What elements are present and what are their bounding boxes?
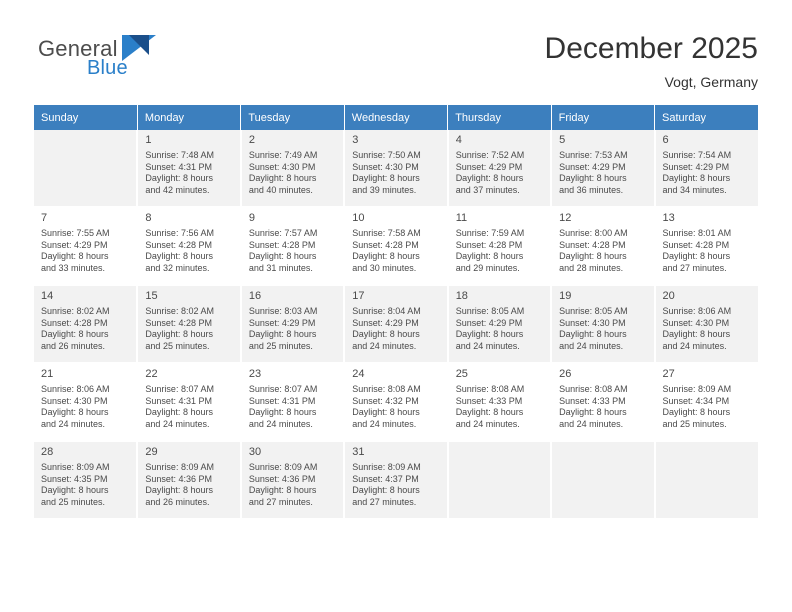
calendar-day-cell[interactable]: [34, 441, 137, 519]
daylight-text-line1: Daylight: 8 hours: [248, 173, 317, 184]
calendar-day-cell[interactable]: [344, 207, 447, 285]
day-number: 31: [352, 446, 365, 458]
calendar-week-row: [34, 130, 758, 207]
sunrise-text: Sunrise: 8:06 AM: [41, 384, 110, 394]
daylight-text-line1: Daylight: 8 hours: [145, 485, 213, 496]
sunset-text: Sunset: 4:29 PM: [352, 317, 419, 328]
page-header: [34, 30, 758, 100]
weekday-header-saturday: Saturday: [655, 105, 758, 130]
day-number: 23: [248, 368, 262, 380]
daylight-text-line2: and 39 minutes.: [352, 184, 417, 195]
sunset-text: Sunset: 4:33 PM: [455, 395, 523, 406]
calendar-day-cell[interactable]: [655, 130, 758, 207]
daylight-text-line1: Daylight: 8 hours: [248, 407, 317, 418]
daylight-text-line2: and 25 minutes.: [248, 340, 313, 351]
calendar-day-cell[interactable]: [344, 285, 447, 363]
daylight-text-line1: Daylight: 8 hours: [662, 251, 731, 262]
daylight-text-line1: Daylight: 8 hours: [662, 329, 731, 340]
calendar-day-cell[interactable]: [137, 285, 240, 363]
sunrise-text: Sunrise: 8:09 AM: [41, 462, 110, 472]
calendar-day-cell[interactable]: [448, 363, 551, 441]
day-number: 30: [248, 446, 262, 458]
sunset-text: Sunset: 4:32 PM: [352, 395, 419, 406]
sunset-text: Sunset: 4:30 PM: [352, 161, 419, 172]
day-number: 29: [145, 446, 158, 458]
sunset-text: Sunset: 4:36 PM: [248, 473, 316, 484]
day-number: 4: [455, 134, 462, 146]
calendar-table: [34, 105, 758, 520]
weekday-header-monday: Monday: [137, 105, 240, 130]
calendar-day-cell[interactable]: [34, 363, 137, 441]
calendar-day-cell[interactable]: [137, 207, 240, 285]
weekday-header-thursday: Thursday: [448, 105, 551, 130]
daylight-text-line2: and 25 minutes.: [145, 340, 210, 351]
sunset-text: Sunset: 4:31 PM: [145, 161, 212, 172]
calendar-day-cell[interactable]: [655, 363, 758, 441]
sunset-text: Sunset: 4:28 PM: [559, 239, 626, 250]
daylight-text-line1: Daylight: 8 hours: [559, 173, 627, 184]
daylight-text-line2: and 40 minutes.: [248, 184, 313, 195]
sunrise-text: Sunrise: 7:53 AM: [559, 150, 628, 160]
generalblue-logo: [34, 30, 264, 92]
calendar-day-cell[interactable]: [241, 363, 344, 441]
daylight-text-line2: and 24 minutes.: [145, 418, 210, 429]
daylight-text-line1: Daylight: 8 hours: [145, 173, 213, 184]
daylight-text-line2: and 25 minutes.: [662, 418, 727, 429]
sunset-text: Sunset: 4:30 PM: [41, 395, 108, 406]
sunrise-text: Sunrise: 7:48 AM: [145, 150, 214, 160]
sunrise-text: Sunrise: 7:58 AM: [352, 228, 421, 238]
calendar-day-cell[interactable]: [448, 130, 551, 207]
day-number: 1: [145, 134, 152, 146]
calendar-day-cell[interactable]: [551, 130, 654, 207]
weekday-header-tuesday: Tuesday: [241, 105, 344, 130]
daylight-text-line2: and 24 minutes.: [41, 418, 106, 429]
day-number: 10: [352, 212, 365, 224]
daylight-text-line2: and 29 minutes.: [455, 262, 520, 273]
daylight-text-line2: and 24 minutes.: [352, 418, 417, 429]
sunset-text: Sunset: 4:29 PM: [455, 161, 523, 172]
sunset-text: Sunset: 4:28 PM: [662, 239, 730, 250]
day-number: 16: [248, 290, 262, 302]
daylight-text-line2: and 24 minutes.: [559, 340, 624, 351]
sunrise-text: Sunrise: 8:08 AM: [455, 384, 525, 394]
sunset-text: Sunset: 4:30 PM: [662, 317, 730, 328]
weekday-header-sunday: Sunday: [34, 105, 137, 130]
daylight-text-line1: Daylight: 8 hours: [145, 407, 213, 418]
sunrise-text: Sunrise: 8:04 AM: [352, 306, 421, 316]
calendar-day-cell: [34, 130, 137, 207]
day-number: 6: [662, 134, 669, 146]
daylight-text-line2: and 28 minutes.: [559, 262, 624, 273]
daylight-text-line1: Daylight: 8 hours: [455, 251, 524, 262]
title-block: [545, 30, 758, 92]
day-number: 22: [145, 368, 158, 380]
day-number: 18: [455, 290, 468, 302]
daylight-text-line1: Daylight: 8 hours: [455, 407, 524, 418]
day-number: 7: [41, 212, 48, 224]
day-number: 11: [455, 212, 468, 224]
calendar-day-cell[interactable]: [34, 285, 137, 363]
sunset-text: Sunset: 4:35 PM: [41, 473, 108, 484]
daylight-text-line2: and 27 minutes.: [248, 496, 313, 507]
sunrise-text: Sunrise: 7:52 AM: [455, 150, 525, 160]
calendar-day-cell[interactable]: [241, 441, 344, 519]
daylight-text-line1: Daylight: 8 hours: [145, 329, 213, 340]
day-number: 27: [662, 368, 675, 380]
daylight-text-line2: and 34 minutes.: [662, 184, 727, 195]
sunrise-text: Sunrise: 8:01 AM: [662, 228, 732, 238]
sunset-text: Sunset: 4:28 PM: [145, 317, 212, 328]
daylight-text-line1: Daylight: 8 hours: [455, 329, 524, 340]
sunrise-text: Sunrise: 8:05 AM: [559, 306, 628, 316]
sunset-text: Sunset: 4:37 PM: [352, 473, 419, 484]
sunset-text: Sunset: 4:29 PM: [455, 317, 523, 328]
daylight-text-line1: Daylight: 8 hours: [248, 251, 317, 262]
sunset-text: Sunset: 4:30 PM: [559, 317, 626, 328]
daylight-text-line1: Daylight: 8 hours: [662, 173, 731, 184]
daylight-text-line1: Daylight: 8 hours: [662, 407, 731, 418]
daylight-text-line1: Daylight: 8 hours: [145, 251, 213, 262]
daylight-text-line1: Daylight: 8 hours: [248, 329, 317, 340]
weekday-header-friday: Friday: [551, 105, 654, 130]
calendar-day-cell[interactable]: [344, 441, 447, 519]
daylight-text-line2: and 25 minutes.: [41, 496, 106, 507]
sunrise-text: Sunrise: 8:09 AM: [145, 462, 214, 472]
page-title: December 2025: [544, 32, 758, 65]
sunrise-text: Sunrise: 8:09 AM: [248, 462, 318, 472]
sunset-text: Sunset: 4:28 PM: [248, 239, 316, 250]
sunrise-text: Sunrise: 8:03 AM: [248, 306, 318, 316]
daylight-text-line1: Daylight: 8 hours: [352, 173, 420, 184]
daylight-text-line2: and 32 minutes.: [145, 262, 210, 273]
sunrise-text: Sunrise: 7:50 AM: [352, 150, 421, 160]
daylight-text-line2: and 24 minutes.: [352, 340, 417, 351]
calendar-day-cell[interactable]: [137, 441, 240, 519]
daylight-text-line2: and 36 minutes.: [559, 184, 624, 195]
daylight-text-line2: and 42 minutes.: [145, 184, 210, 195]
sunset-text: Sunset: 4:28 PM: [145, 239, 212, 250]
calendar-day-cell[interactable]: [241, 285, 344, 363]
sunrise-text: Sunrise: 8:09 AM: [352, 462, 421, 472]
day-number: 12: [559, 212, 572, 224]
calendar-day-cell[interactable]: [34, 207, 137, 285]
weekday-header-wednesday: Wednesday: [344, 105, 447, 130]
daylight-text-line1: Daylight: 8 hours: [559, 251, 627, 262]
sunrise-text: Sunrise: 7:55 AM: [41, 228, 110, 238]
sunrise-text: Sunrise: 8:00 AM: [559, 228, 628, 238]
day-number: 21: [41, 368, 54, 380]
daylight-text-line2: and 24 minutes.: [455, 340, 520, 351]
daylight-text-line1: Daylight: 8 hours: [41, 407, 109, 418]
calendar-day-cell[interactable]: [655, 285, 758, 363]
sunrise-text: Sunrise: 7:59 AM: [455, 228, 525, 238]
calendar-day-cell[interactable]: [137, 130, 240, 207]
calendar-week-row: [34, 363, 758, 441]
calendar-week-row: [34, 285, 758, 363]
sunset-text: Sunset: 4:29 PM: [662, 161, 730, 172]
sunrise-text: Sunrise: 7:57 AM: [248, 228, 318, 238]
day-number: 9: [248, 212, 255, 224]
daylight-text-line1: Daylight: 8 hours: [455, 173, 524, 184]
sunset-text: Sunset: 4:28 PM: [352, 239, 419, 250]
sunrise-text: Sunrise: 7:56 AM: [145, 228, 214, 238]
daylight-text-line1: Daylight: 8 hours: [559, 329, 627, 340]
calendar-week-row: [34, 207, 758, 285]
calendar-week-row: [34, 441, 758, 519]
sunset-text: Sunset: 4:28 PM: [41, 317, 108, 328]
daylight-text-line2: and 26 minutes.: [145, 496, 210, 507]
sunset-text: Sunset: 4:36 PM: [145, 473, 212, 484]
calendar-day-cell: [551, 441, 654, 519]
sunset-text: Sunset: 4:29 PM: [559, 161, 626, 172]
calendar-day-cell[interactable]: [137, 363, 240, 441]
sunrise-text: Sunrise: 8:07 AM: [145, 384, 214, 394]
daylight-text-line1: Daylight: 8 hours: [41, 329, 109, 340]
day-number: 5: [559, 134, 566, 146]
logo-text-blue: Blue: [87, 57, 128, 79]
sunrise-text: Sunrise: 8:07 AM: [248, 384, 318, 394]
calendar-day-cell[interactable]: [344, 363, 447, 441]
logo-text-general: General: [38, 36, 118, 61]
calendar-day-cell[interactable]: [551, 363, 654, 441]
day-number: 15: [145, 290, 158, 302]
daylight-text-line1: Daylight: 8 hours: [248, 485, 317, 496]
day-number: 25: [455, 368, 468, 380]
calendar-day-cell: [448, 441, 551, 519]
sunrise-text: Sunrise: 7:54 AM: [662, 150, 732, 160]
sunset-text: Sunset: 4:29 PM: [41, 239, 108, 250]
day-number: 2: [248, 134, 255, 146]
sunset-text: Sunset: 4:29 PM: [248, 317, 316, 328]
sunrise-text: Sunrise: 8:08 AM: [559, 384, 628, 394]
daylight-text-line2: and 26 minutes.: [41, 340, 106, 351]
daylight-text-line2: and 24 minutes.: [248, 418, 313, 429]
daylight-text-line2: and 27 minutes.: [662, 262, 727, 273]
calendar-day-cell[interactable]: [551, 285, 654, 363]
sunset-text: Sunset: 4:30 PM: [248, 161, 316, 172]
sunrise-text: Sunrise: 8:02 AM: [145, 306, 214, 316]
daylight-text-line1: Daylight: 8 hours: [352, 251, 420, 262]
calendar-day-cell[interactable]: [241, 130, 344, 207]
daylight-text-line1: Daylight: 8 hours: [352, 329, 420, 340]
sunrise-text: Sunrise: 8:06 AM: [662, 306, 732, 316]
daylight-text-line1: Daylight: 8 hours: [352, 485, 420, 496]
daylight-text-line2: and 31 minutes.: [248, 262, 313, 273]
sunset-text: Sunset: 4:33 PM: [559, 395, 626, 406]
sunrise-text: Sunrise: 7:49 AM: [248, 150, 318, 160]
daylight-text-line1: Daylight: 8 hours: [41, 251, 109, 262]
day-number: 24: [352, 368, 365, 380]
daylight-text-line2: and 24 minutes.: [559, 418, 624, 429]
day-number: 13: [662, 212, 675, 224]
weekday-header-row: [34, 105, 758, 130]
calendar-day-cell[interactable]: [655, 207, 758, 285]
sunset-text: Sunset: 4:31 PM: [145, 395, 212, 406]
daylight-text-line2: and 30 minutes.: [352, 262, 417, 273]
sunrise-text: Sunrise: 8:02 AM: [41, 306, 110, 316]
day-number: 8: [145, 212, 152, 224]
day-number: 19: [559, 290, 572, 302]
day-number: 3: [352, 134, 359, 146]
daylight-text-line2: and 24 minutes.: [455, 418, 520, 429]
daylight-text-line2: and 37 minutes.: [455, 184, 520, 195]
calendar-day-cell[interactable]: [448, 207, 551, 285]
daylight-text-line1: Daylight: 8 hours: [559, 407, 627, 418]
sunrise-text: Sunrise: 8:09 AM: [662, 384, 732, 394]
calendar-day-cell[interactable]: [551, 207, 654, 285]
sunrise-text: Sunrise: 8:05 AM: [455, 306, 525, 316]
day-number: 20: [662, 290, 675, 302]
sunset-text: Sunset: 4:28 PM: [455, 239, 523, 250]
day-number: 28: [41, 446, 54, 458]
calendar-day-cell[interactable]: [241, 207, 344, 285]
page-subtitle: Vogt, Germany: [664, 74, 758, 90]
calendar-day-cell[interactable]: [344, 130, 447, 207]
sunset-text: Sunset: 4:34 PM: [662, 395, 730, 406]
sunset-text: Sunset: 4:31 PM: [248, 395, 316, 406]
calendar-day-cell[interactable]: [448, 285, 551, 363]
daylight-text-line2: and 27 minutes.: [352, 496, 417, 507]
sunrise-text: Sunrise: 8:08 AM: [352, 384, 421, 394]
day-number: 17: [352, 290, 365, 302]
daylight-text-line2: and 33 minutes.: [41, 262, 106, 273]
day-number: 26: [559, 368, 572, 380]
day-number: 14: [41, 290, 54, 302]
calendar-day-cell: [655, 441, 758, 519]
daylight-text-line1: Daylight: 8 hours: [41, 485, 109, 496]
daylight-text-line2: and 24 minutes.: [662, 340, 727, 351]
daylight-text-line1: Daylight: 8 hours: [352, 407, 420, 418]
